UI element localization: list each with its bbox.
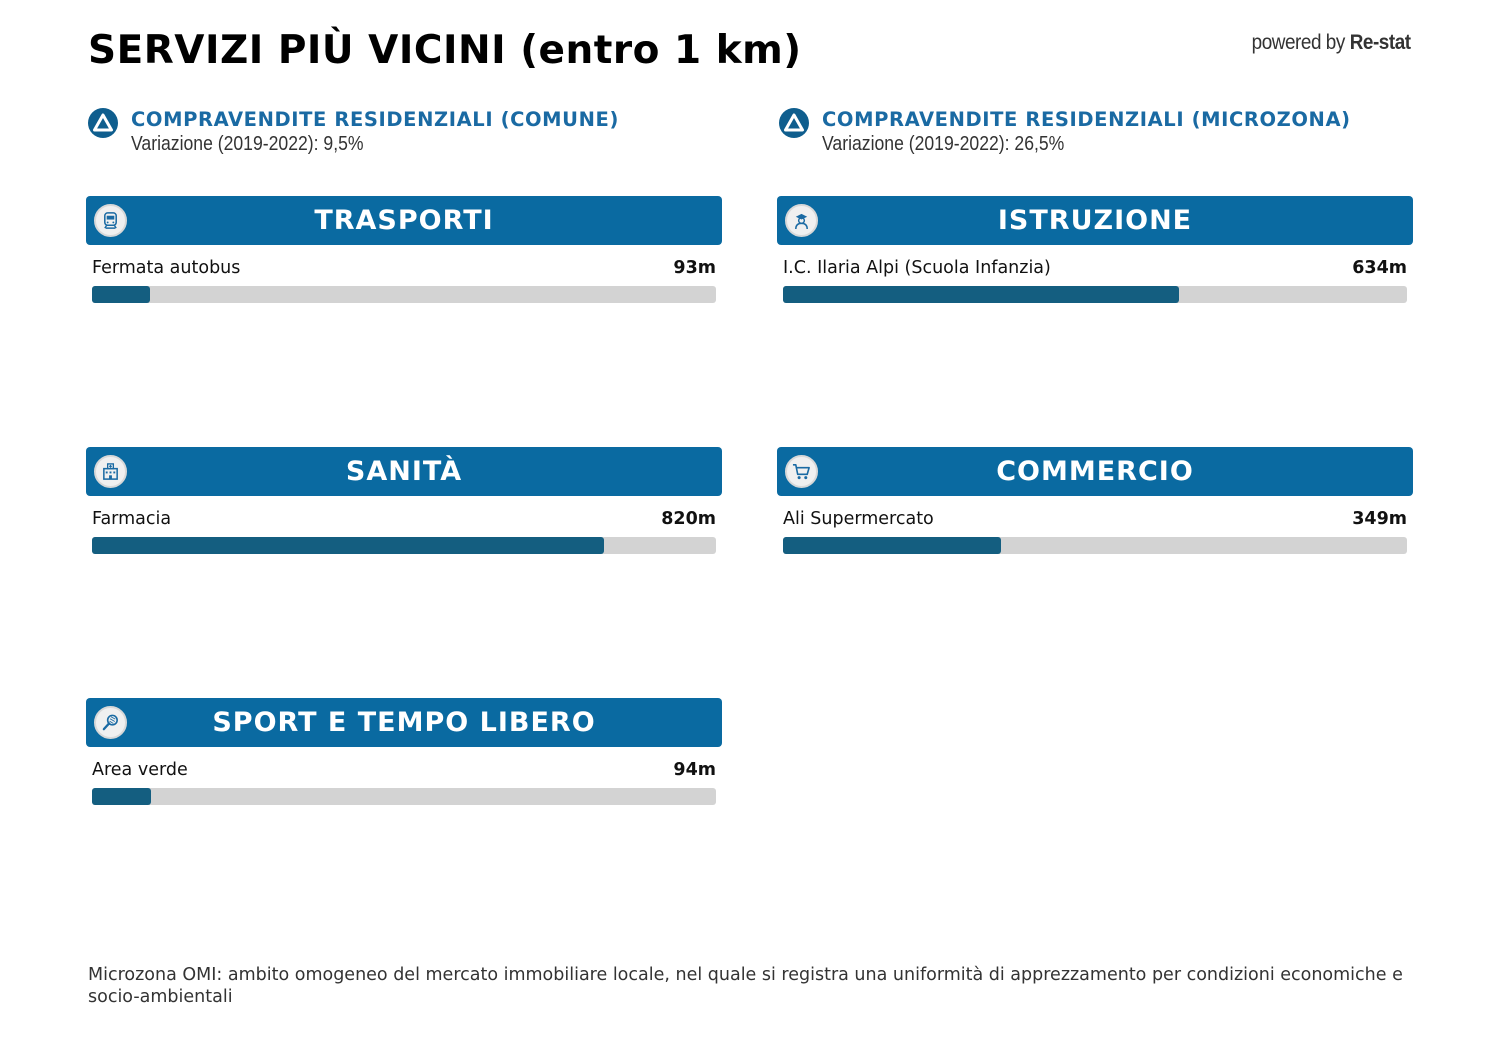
- category-title: TRASPORTI: [314, 205, 494, 236]
- category-header: [777, 196, 1413, 245]
- category-header: [86, 196, 722, 245]
- category-sport: [86, 698, 722, 805]
- trend-variation: Variazione (2019-2022): 9,5%: [131, 133, 364, 155]
- category-header: [86, 698, 722, 747]
- service-row: [92, 760, 716, 780]
- footnote: Microzona OMI: ambito omogeneo del mercato immobiliare locale, nel quale si registra una uniformità di apprezzamento per condizioni economiche e socio-ambientali: [88, 965, 1403, 1007]
- service-row: [92, 258, 716, 278]
- service-row: [92, 509, 716, 529]
- triangle-up-icon: [779, 108, 809, 138]
- category-title: ISTRUZIONE: [997, 205, 1193, 236]
- category-sanita: [86, 447, 722, 554]
- distance-bar-fill: [783, 537, 1001, 554]
- distance-bar: [92, 788, 716, 805]
- distance-bar: [783, 537, 1407, 554]
- category-title: SPORT E TEMPO LIBERO: [212, 707, 596, 738]
- service-name: Ali Supermercato: [783, 509, 934, 529]
- distance-bar: [92, 537, 716, 554]
- category-title: COMMERCIO: [996, 456, 1194, 487]
- service-row: [783, 509, 1407, 529]
- powered-by-prefix: powered by: [1252, 31, 1346, 54]
- category-trasporti: [86, 196, 722, 303]
- service-name: Area verde: [92, 760, 188, 780]
- distance-bar: [783, 286, 1407, 303]
- trend-variation: Variazione (2019-2022): 26,5%: [822, 133, 1065, 155]
- distance-bar-fill: [92, 286, 150, 303]
- service-distance: 94m: [673, 760, 716, 780]
- category-header: [86, 447, 722, 496]
- distance-bar-fill: [92, 788, 151, 805]
- service-distance: 820m: [661, 509, 716, 529]
- service-row: [783, 258, 1407, 278]
- trend-heading: COMPRAVENDITE RESIDENZIALI (COMUNE): [131, 108, 619, 131]
- service-distance: 349m: [1352, 509, 1407, 529]
- category-title: SANITÀ: [345, 456, 463, 487]
- service-distance: 93m: [673, 258, 716, 278]
- page-title: SERVIZI PIÙ VICINI (entro 1 km): [88, 28, 802, 73]
- distance-bar: [92, 286, 716, 303]
- service-distance: 634m: [1352, 258, 1407, 278]
- category-istruzione: [777, 196, 1413, 303]
- distance-bar-fill: [92, 537, 604, 554]
- service-name: I.C. Ilaria Alpi (Scuola Infanzia): [783, 258, 1051, 278]
- category-header: [777, 447, 1413, 496]
- distance-bar-fill: [783, 286, 1179, 303]
- triangle-up-icon: [88, 108, 118, 138]
- brand-name: Re-stat: [1350, 31, 1411, 54]
- powered-by: [1252, 31, 1411, 55]
- service-name: Farmacia: [92, 509, 172, 529]
- category-commercio: [777, 447, 1413, 554]
- service-name: Fermata autobus: [92, 258, 241, 278]
- trend-heading: COMPRAVENDITE RESIDENZIALI (MICROZONA): [822, 108, 1351, 131]
